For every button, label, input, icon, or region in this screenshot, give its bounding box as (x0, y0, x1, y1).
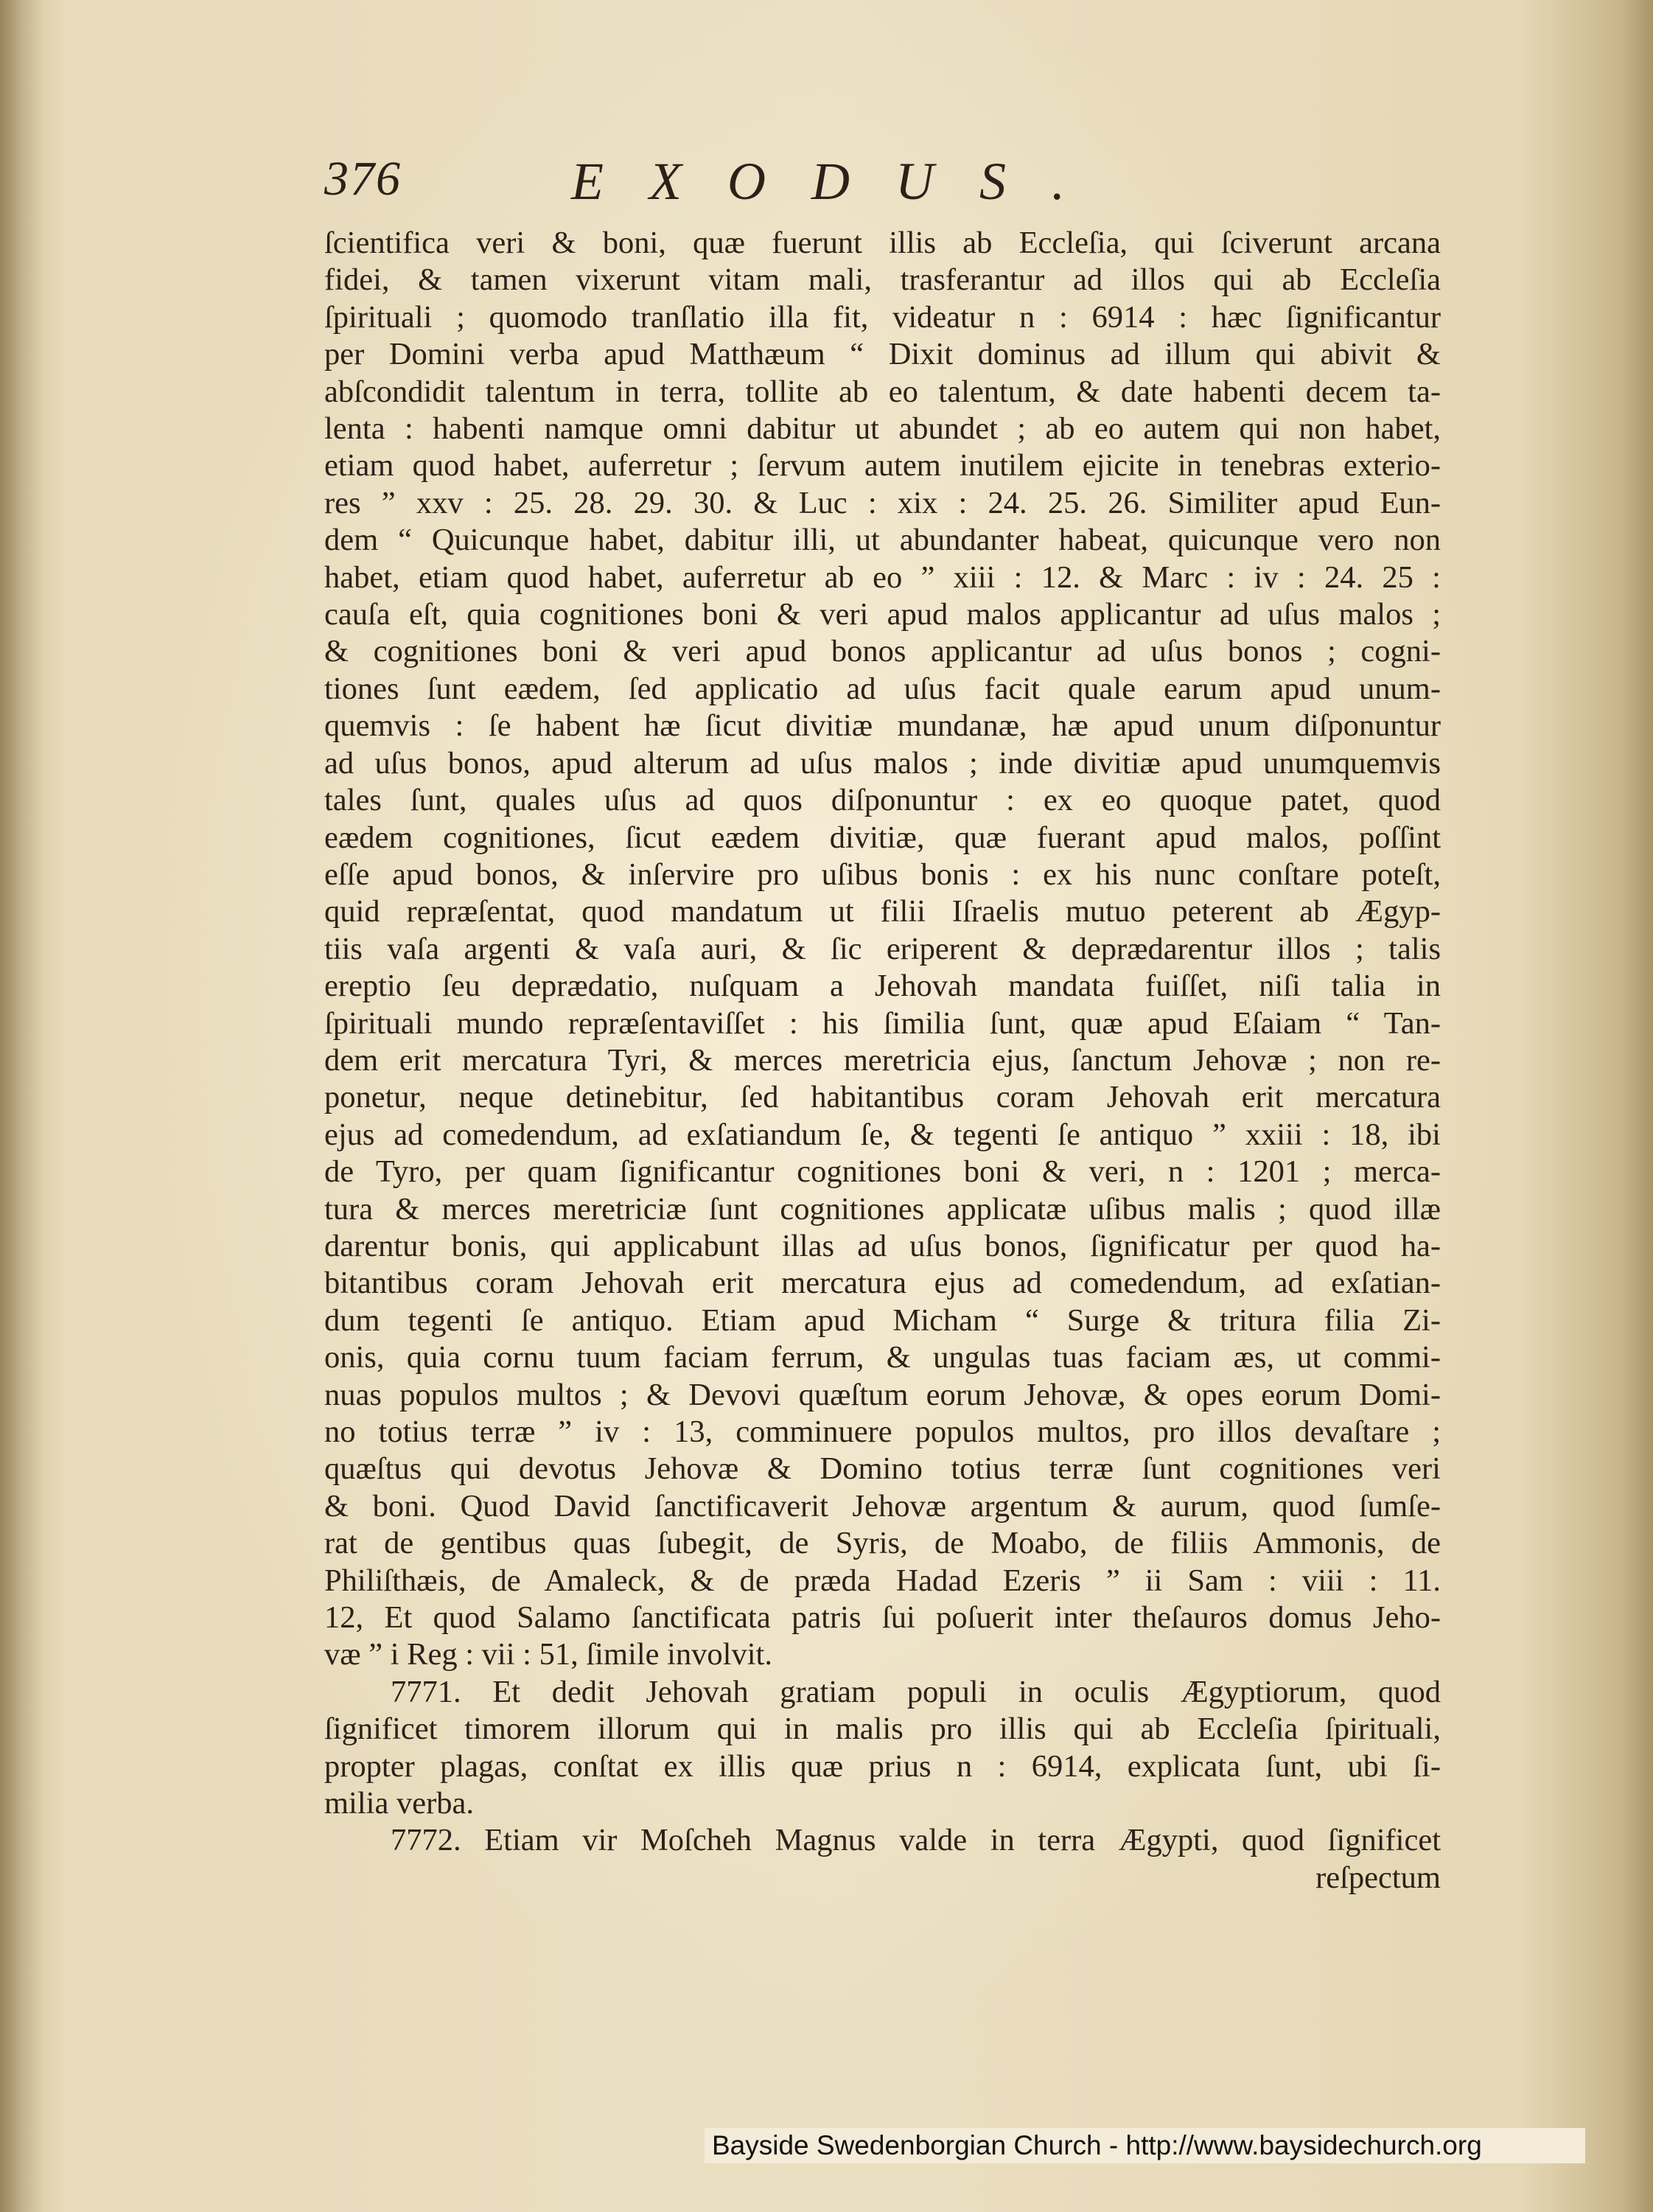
text-line: væ ” i Reg : vii : 51, ſimile involvit. (324, 1637, 772, 1672)
text-line: milia verba. (324, 1786, 474, 1821)
text-line: reſpectum (1315, 1860, 1441, 1895)
text-line: ad uſus bonos, apud alterum ad uſus malos ; inde divitiæ apud unumquemvis (324, 745, 1441, 781)
text-line: & cognitiones boni & veri apud bonos applicantur ad uſus bonos ; cogni- (324, 634, 1441, 669)
text-line: onis, quia cornu tuum faciam ferrum, & ungulas tuas faciam æs, ut commi- (324, 1340, 1441, 1375)
running-title: EXODUS. (571, 152, 1111, 211)
text-line: tiis vaſa argenti & vaſa auri, & ſic eriperent & deprædarentur illos ; talis (324, 931, 1441, 966)
text-line: res ” xxv : 25. 28. 29. 30. & Luc : xix : 24. 25. 26. Similiter apud Eun- (324, 485, 1441, 520)
text-line: ponetur, neque detinebitur, ſed habitantibus coram Jehovah erit mercatura (324, 1080, 1441, 1115)
page-header (324, 151, 1459, 217)
text-line: dum tegenti ſe antiquo. Etiam apud Micham “ Surge & tritura filia Zi- (324, 1302, 1441, 1338)
text-line: 12, Et quod Salamo ſanctificata patris ſui poſuerit inter theſauros domus Jeho- (324, 1600, 1441, 1636)
text-line: eſſe apud bonos, & inſervire pro uſibus bonis : ex his nunc conſtare poteſt, (324, 856, 1441, 892)
text-line: abſcondidit talentum in terra, tollite ab eo talentum, & date habenti decem ta- (324, 374, 1441, 409)
text-line: Philiſthæis, de Amaleck, & de præda Hadad Ezeris ” ii Sam : viii : 11. (324, 1563, 1441, 1598)
page-number: 376 (324, 152, 402, 206)
text-line: tales ſunt, quales uſus ad quos diſponuntur : ex eo quoque patet, quod (324, 783, 1441, 818)
text-line: rat de gentibus quas ſubegit, de Syris, de Moabo, de filiis Ammonis, de (324, 1526, 1441, 1561)
text-line: etiam quod habet, auferretur ; ſervum autem inutilem ejicite in tenebras exterio- (324, 448, 1441, 484)
text-line: ejus ad comedendum, ad exſatiandum ſe, & tegenti ſe antiquo ” xxiii : 18, ibi (324, 1117, 1441, 1152)
text-line: ſpirituali ; quomodo tranſlatio illa fit, videatur n : 6914 : hæc ſignificantur (324, 299, 1441, 335)
text-line: ſcientifica veri & boni, quæ fuerunt illis ab Eccleſia, qui ſciverunt arcana (324, 226, 1441, 260)
text-line: fidei, & tamen vixerunt vitam mali, trasferantur ad illos qui ab Eccleſia (324, 262, 1441, 298)
text-line: dem “ Quicunque habet, dabitur illi, ut abundanter habeat, quicunque vero non (324, 523, 1441, 558)
text-line: 7772. Etiam vir Moſcheh Magnus valde in terra Ægypti, quod ſignificet (391, 1823, 1441, 1858)
text-line: nuas populos multos ; & Devovi quæſtum eorum Jehovæ, & opes eorum Domi- (324, 1377, 1441, 1412)
watermark: Bayside Swedenborgian Church - http://www.baysidechurch.org (705, 2128, 1585, 2163)
text-line: quemvis : ſe habent hæ ſicut divitiæ mundanæ, hæ apud unum diſponuntur (324, 708, 1441, 744)
text-line: ereptio ſeu deprædatio, nuſquam a Jehovah mandata fuiſſet, niſi talia in (324, 969, 1441, 1004)
text-line: de Tyro, per quam ſignificantur cognitiones boni & veri, n : 1201 ; merca- (324, 1154, 1441, 1190)
text-line: propter plagas, conſtat ex illis quæ prius n : 6914, explicata ſunt, ubi ſi- (324, 1748, 1441, 1784)
text-line: lenta : habenti namque omni dabitur ut abundet ; ab eo autem qui non habet, (324, 411, 1441, 447)
text-line: cauſa eſt, quia cognitiones boni & veri apud malos applicantur ad uſus malos ; (324, 597, 1441, 632)
text-line: dem erit mercatura Tyri, & merces meretricia ejus, ſanctum Jehovæ ; non re- (324, 1042, 1441, 1078)
text-line: per Domini verba apud Matthæum “ Dixit dominus ad illum qui abivit & (324, 337, 1441, 372)
text-line: ſpirituali mundo repræſentaviſſet : his ſimilia ſunt, quæ apud Eſaiam “ Tan- (324, 1005, 1441, 1041)
text-line: ſignificet timorem illorum qui in malis pro illis qui ab Eccleſia ſpirituali, (324, 1712, 1441, 1747)
text-line: bitantibus coram Jehovah erit mercatura ejus ad comedendum, ad exſatian- (324, 1266, 1441, 1301)
text-line: eædem cognitiones, ſicut eædem divitiæ, quæ fuerant apud malos, poſſint (324, 820, 1441, 855)
text-line: quæſtus qui devotus Jehovæ & Domino totius terræ ſunt cognitiones veri (324, 1451, 1441, 1487)
body-text (324, 225, 1441, 1897)
text-line: quid repræſentat, quod mandatum ut filii Iſraelis mutuo peterent ab Ægyp- (324, 894, 1441, 929)
text-line: tura & merces meretriciæ ſunt cognitiones applicatæ uſibus malis ; quod illæ (324, 1191, 1441, 1227)
text-line: habet, etiam quod habet, auferretur ab eo ” xiii : 12. & Marc : iv : 24. 25 : (324, 559, 1441, 595)
text-line: & boni. Quod David ſanctificaverit Jehovæ argentum & aurum, quod ſumſe- (324, 1488, 1441, 1524)
text-line: 7771. Et dedit Jehovah gratiam populi in oculis Ægyptiorum, quod (391, 1674, 1441, 1709)
text-line: no totius terræ ” iv : 13, comminuere populos multos, pro illos devaſtare ; (324, 1414, 1441, 1449)
text-line: tiones ſunt eædem, ſed applicatio ad uſus facit quale earum apud unum- (324, 671, 1441, 706)
gutter-shadow (0, 0, 44, 2212)
text-line: darentur bonis, qui applicabunt illas ad uſus bonos, ſignificatur per quod ha- (324, 1228, 1441, 1263)
